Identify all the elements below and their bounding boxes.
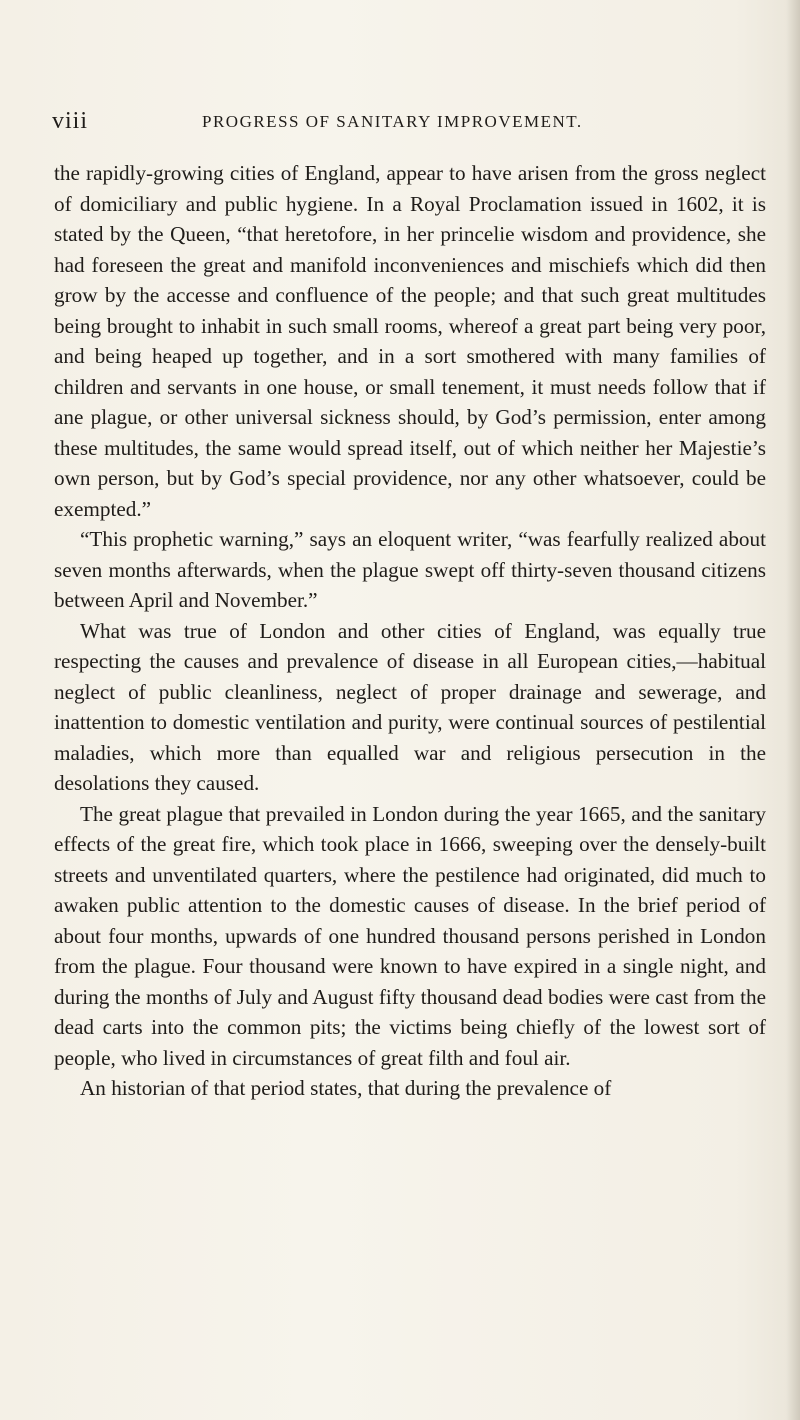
page-number: viii: [52, 108, 89, 134]
paragraph-continued: the rapidly-growing cities of England, appear to have arisen from the gross neglect of domiciliary and public hygiene. In a Royal Proclamation issued in 1602, it is stated by the Queen, “that heretofore, in her princelie wisdom and providence, she had foreseen the great and manifold inconveniences and mischiefs which did then grow by the accesse and confluence of the people; and that such great multitudes being brought to inhabit in such small rooms, whereof a great part being very poor, and being heaped up together, and in a sort smothered with many families of children and servants in one house, or small tenement, it must needs follow that if ane plague, or other universal sickness should, by God’s permission, enter among these multitudes, the same would spread itself, out of which neither her Majestie’s own person, but by God’s special providence, nor any other whatsoever, could be exempted.”: [54, 161, 766, 521]
paragraph: The great plague that prevailed in London during the year 1665, and the sanitary effects of the great fire, which took place in 1666, sweeping over the densely-built streets and unventilated quarters, where the pestilence had originated, did much to awaken public attention to the domestic causes of disease. In the brief period of about four months, upwards of one hundred thousand persons perished in London from the plague. Four thousand were known to have expired in a single night, and during the months of July and August fifty thousand dead bodies were cast from the dead carts into the common pits; the victims being chiefly of the lowest sort of people, who lived in circumstances of great filth and foul air.: [54, 801, 766, 1070]
paragraph: “This prophetic warning,” says an eloquent writer, “was fearfully realized about seven months afterwards, when the plague swept off thirty-seven thousand citizens between April and November.”: [54, 527, 766, 612]
page-edge-shadow: [786, 0, 800, 1420]
paragraph: What was true of London and other cities of England, was equally true respecting the causes and prevalence of disease in all European cities,—habitual neglect of public cleanliness, neglect of proper drainage and sewerage, and inattention to domestic ventilation and purity, were continual sources of pestilential maladies, which more than equalled war and religious persecution in the desolations they caused.: [54, 618, 766, 795]
paragraph-last-line: An historian of that period states, that during the prevalence of: [80, 1076, 612, 1100]
body-text: [54, 158, 766, 1104]
page-header: [52, 108, 772, 138]
running-title: PROGRESS OF SANITARY IMPROVEMENT.: [202, 112, 583, 131]
